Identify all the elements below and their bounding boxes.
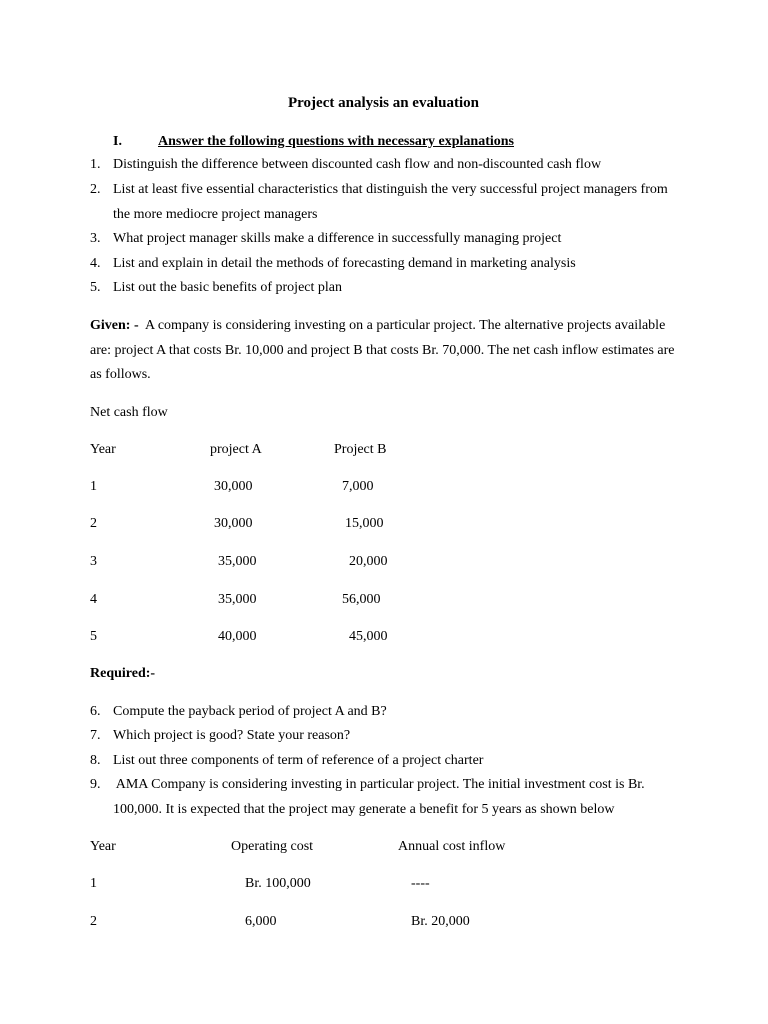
table-cell-project-b: 20,000 xyxy=(349,554,388,569)
table-cell-operating-cost: 6,000 xyxy=(245,914,277,929)
section-heading: Answer the following questions with necessary explanations xyxy=(158,134,514,149)
question-number: 2. xyxy=(90,182,101,197)
table-header-project-b: Project B xyxy=(334,442,387,457)
given-text: are: project A that costs Br. 10,000 and project B that costs Br. 70,000. The net cash inflow estimates are xyxy=(90,343,675,358)
question-text-continuation: the more mediocre project managers xyxy=(113,207,318,222)
table-cell-project-b: 45,000 xyxy=(349,629,388,644)
question-text: List out the basic benefits of project plan xyxy=(113,280,342,295)
table-cell-year: 3 xyxy=(90,554,97,569)
table-cell-project-a: 40,000 xyxy=(218,629,257,644)
question-number: 5. xyxy=(90,280,101,295)
question-text: AMA Company is considering investing in particular project. The initial investment cost is Br. xyxy=(113,777,645,792)
table-cell-year: 1 xyxy=(90,479,97,494)
table-cell-year: 2 xyxy=(90,914,97,929)
question-text-continuation: 100,000. It is expected that the project may generate a benefit for 5 years as shown below xyxy=(113,802,615,817)
table-cell-project-a: 35,000 xyxy=(218,554,257,569)
question-text: List and explain in detail the methods of forecasting demand in marketing analysis xyxy=(113,256,576,271)
given-label: Given: - xyxy=(90,318,139,333)
table-cell-year: 1 xyxy=(90,876,97,891)
table-cell-project-a: 30,000 xyxy=(214,516,253,531)
table-header-annual-cost-inflow: Annual cost inflow xyxy=(398,839,506,854)
question-text: List out three components of term of reference of a project charter xyxy=(113,753,484,768)
table-caption: Net cash flow xyxy=(90,405,168,420)
table-cell-project-b: 7,000 xyxy=(342,479,374,494)
question-number: 6. xyxy=(90,704,101,719)
table-cell-operating-cost: Br. 100,000 xyxy=(245,876,311,891)
table-header-year: Year xyxy=(90,839,116,854)
question-text: List at least five essential characteristics that distinguish the very successful project managers from xyxy=(113,182,668,197)
required-label: Required:- xyxy=(90,666,156,681)
given-text: as follows. xyxy=(90,367,151,382)
section-numeral: I. xyxy=(113,134,122,149)
table-cell-annual-cost-inflow: Br. 20,000 xyxy=(411,914,470,929)
table-cell-annual-cost-inflow: ---- xyxy=(411,876,430,891)
question-text: Distinguish the difference between discounted cash flow and non-discounted cash flow xyxy=(113,157,602,172)
table-cell-project-a: 35,000 xyxy=(218,592,257,607)
question-number: 8. xyxy=(90,753,101,768)
table-cell-project-a: 30,000 xyxy=(214,479,253,494)
page-title: Project analysis an evaluation xyxy=(288,95,479,111)
table-header-project-a: project A xyxy=(210,442,262,457)
table-cell-year: 4 xyxy=(90,592,97,607)
question-text: Which project is good? State your reason? xyxy=(113,728,351,743)
table-cell-year: 2 xyxy=(90,516,97,531)
question-number: 1. xyxy=(90,157,101,172)
question-number: 3. xyxy=(90,231,101,246)
question-number: 7. xyxy=(90,728,101,743)
question-number: 9. xyxy=(90,777,101,792)
question-number: 4. xyxy=(90,256,101,271)
question-text: Compute the payback period of project A and B? xyxy=(113,704,387,719)
table-header-operating-cost: Operating cost xyxy=(231,839,314,854)
table-header-year: Year xyxy=(90,442,116,457)
question-text: What project manager skills make a difference in successfully managing project xyxy=(113,231,562,246)
table-cell-year: 5 xyxy=(90,629,97,644)
table-cell-project-b: 56,000 xyxy=(342,592,381,607)
table-cell-project-b: 15,000 xyxy=(345,516,384,531)
given-text: A company is considering investing on a particular project. The alternative projects available xyxy=(145,318,666,333)
